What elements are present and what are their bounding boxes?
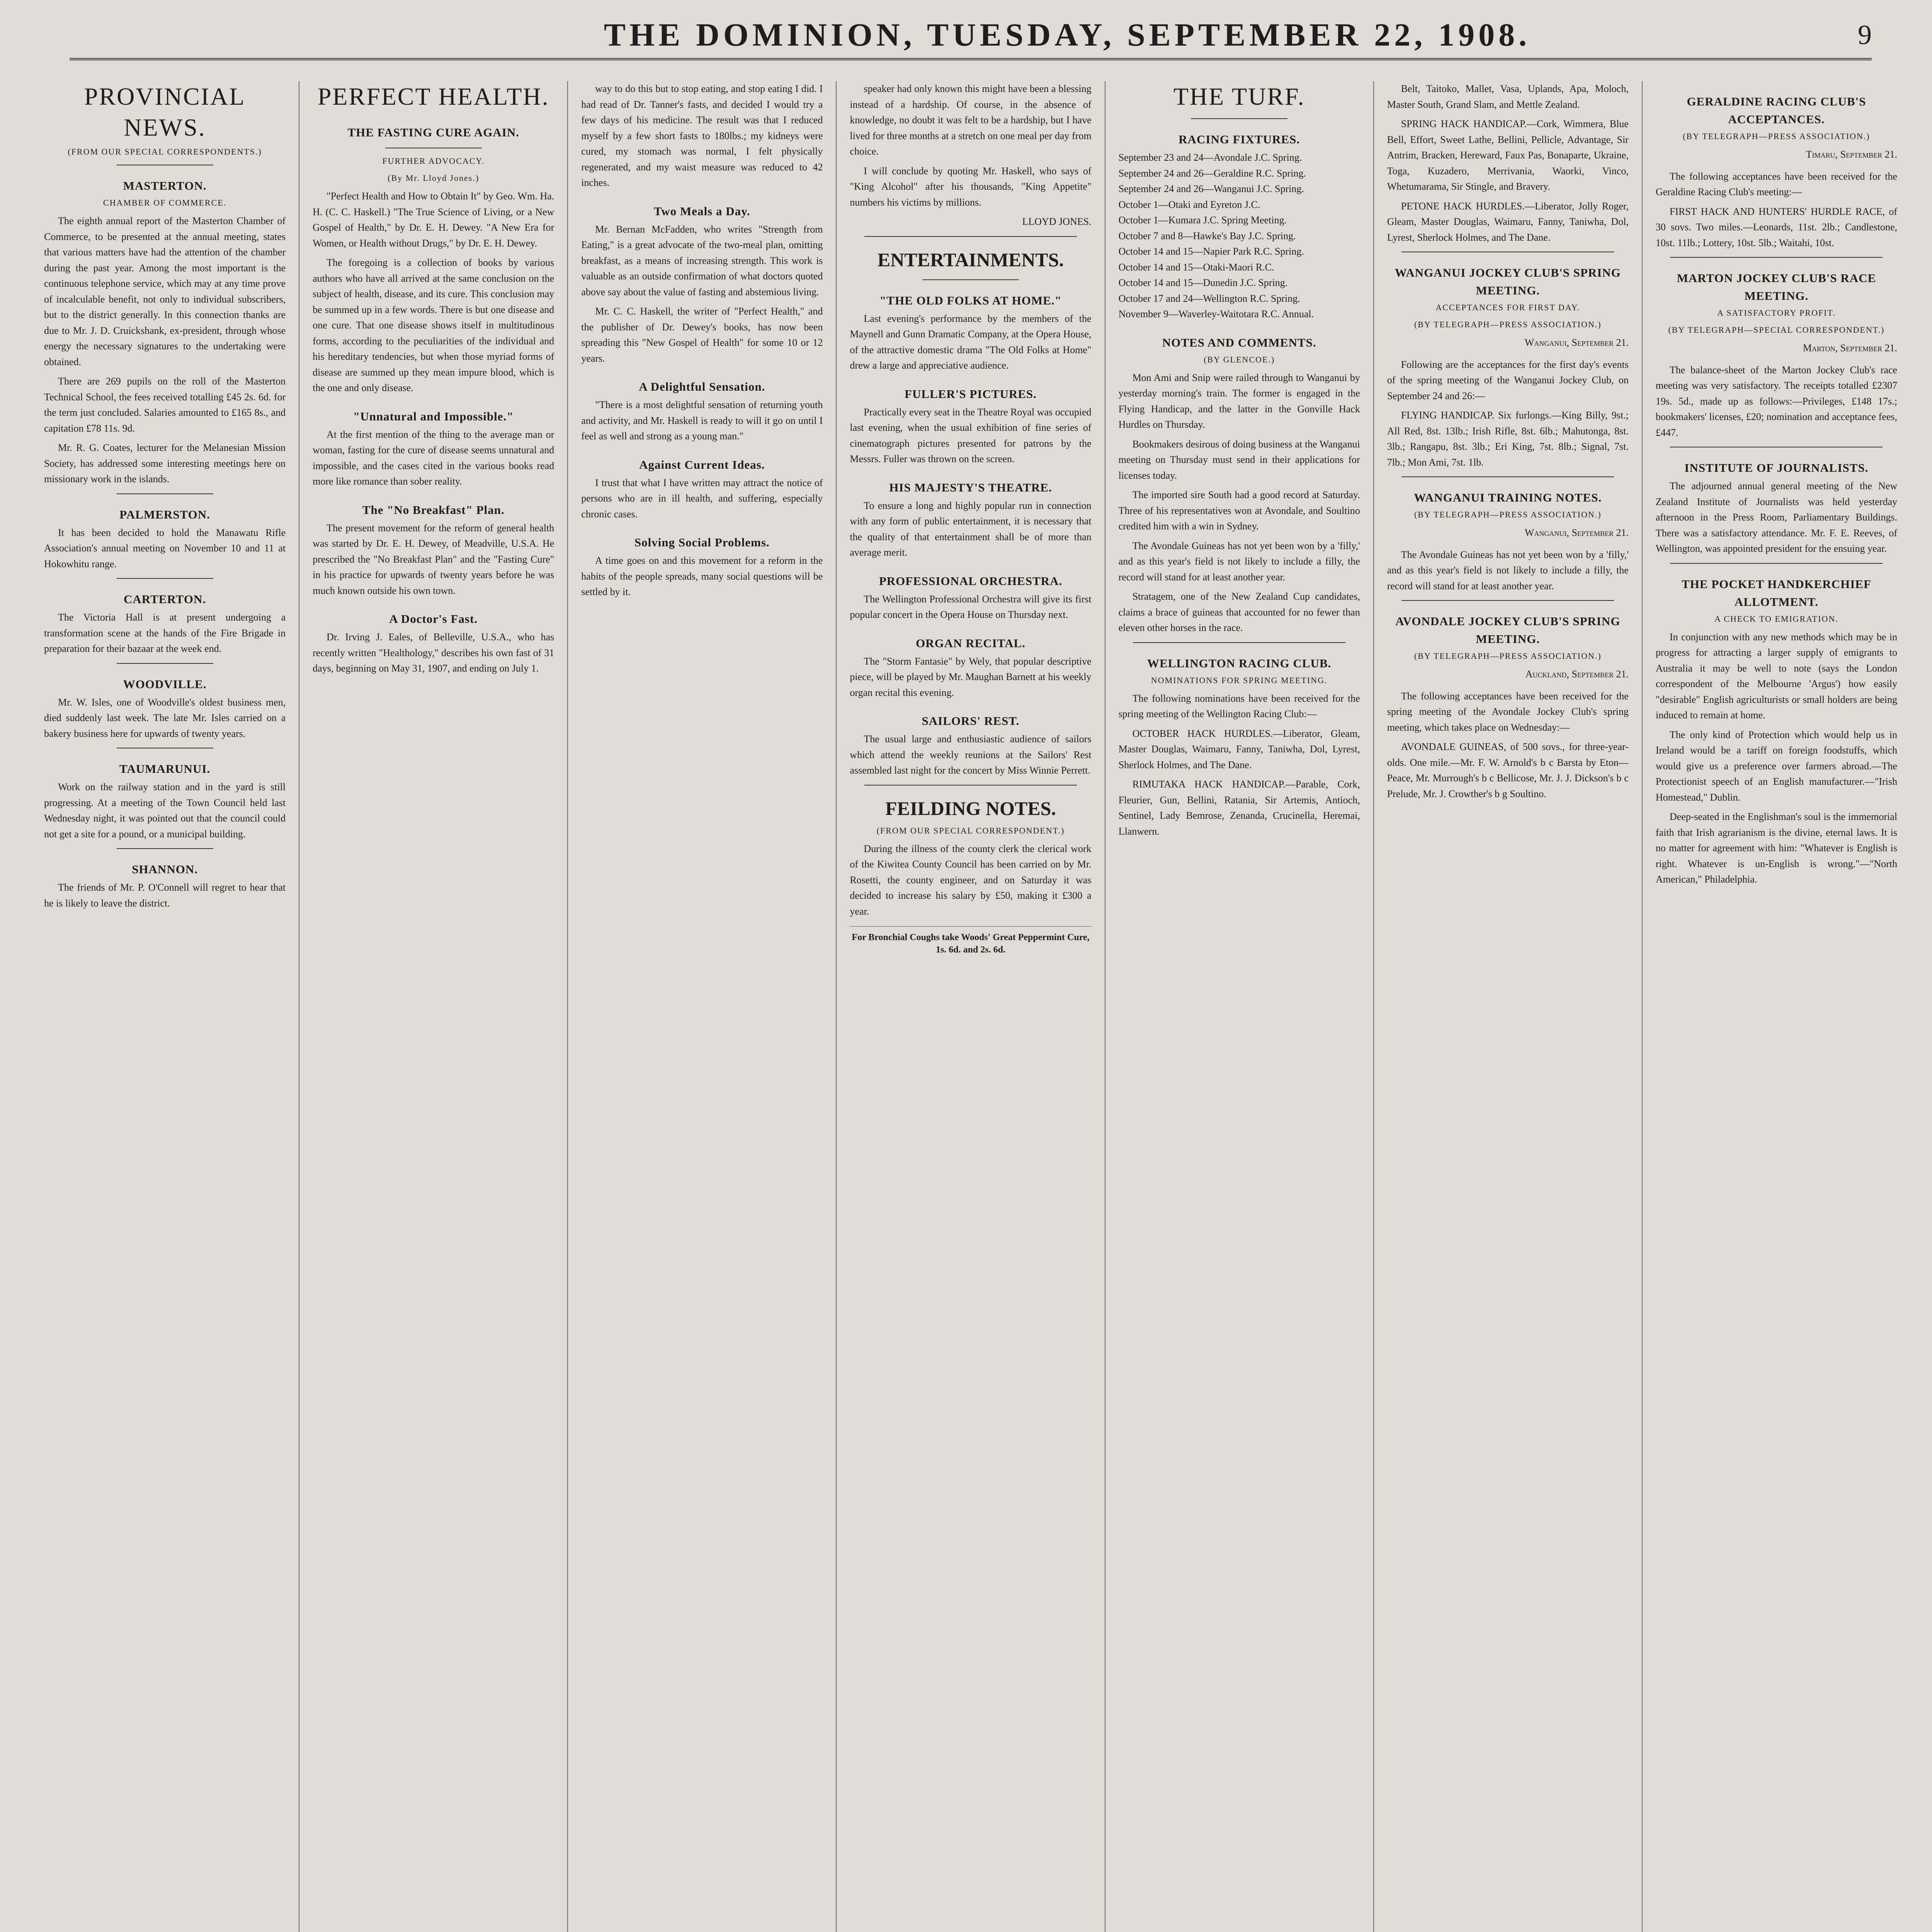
paragraph: During the illness of the county clerk the clerical work of the Kiwitea County Council has been carried on by Mr. Rosetti, the county engineer, and on Saturday it was decided to increase his salary by £50, making it £300 a year.: [850, 843, 1092, 917]
section-heading: THE TURF.: [1173, 83, 1305, 110]
kicker: (BY TELEGRAPH—PRESS ASSOCIATION.): [1414, 320, 1602, 329]
article-subtitle: NOMINATIONS FOR SPRING MEETING.: [1151, 675, 1328, 685]
paragraph: Dr. Irving J. Eales, of Belleville, U.S.A., who has recently written "Healthology," describes his own fast of 31 days, beginning on May 31, 1907, and ending on July 1.: [313, 631, 554, 674]
column-geraldine-marton-journalists: [1643, 81, 1910, 1932]
paragraph: way to do this but to stop eating, and stop eating I did. I had read of Dr. Tanner's fasts, and decided I would try a few days of his medicine. The result was that I reduced myself by a few short fasts to 180lbs.; my kidneys were cured, my stomach was normal, I felt physically regenerated, and my waist measure was reduced to 42 inches.: [581, 83, 823, 188]
paragraph: Mr. R. G. Coates, lecturer for the Melanesian Mission Society, has addressed some interesting meetings here on missionary work in the islands.: [44, 442, 286, 485]
article-title: MARTON JOCKEY CLUB'S RACE MEETING.: [1677, 271, 1876, 303]
article-title: SHANNON.: [132, 862, 198, 876]
fixture-item: September 24 and 26—Wanganui J.C. Spring.: [1118, 183, 1304, 194]
paragraph: The adjourned annual general meeting of the New Zealand Institute of Journalists was held yesterday afternoon in the Press Room, Parliamentary Buildings. There was a satisfactory attendance. Mr. F. E. Reeves, of Wellington, was appointed president for the ensuing year.: [1655, 480, 1897, 554]
subheading: Against Current Ideas.: [639, 457, 765, 471]
paragraph: PETONE HACK HURDLES.—Liberator, Jolly Roger, Gleam, Master Douglas, Waimaru, Fanny, Taniwha, Dol, Lyrest, Sherlock Holmes, and The Dane.: [1387, 200, 1629, 243]
column-the-turf: [1105, 81, 1374, 1932]
divider: [1670, 563, 1883, 564]
paragraph: "There is a most delightful sensation of returning youth and activity, and Mr. Haskell is ready to will it go on until I feel as well and strong as a young man.": [581, 399, 823, 442]
column-entertainments: [837, 81, 1105, 1932]
divider: [1133, 642, 1345, 643]
section-heading: ENTERTAINMENTS.: [877, 248, 1064, 270]
fixture-item: November 9—Waverley-Waitotara R.C. Annual.: [1118, 308, 1314, 320]
byline: (By Mr. Lloyd Jones.): [388, 173, 480, 183]
fixture-item: October 14 and 15—Dunedin J.C. Spring.: [1118, 277, 1288, 288]
article-title: WANGANUI TRAINING NOTES.: [1414, 491, 1602, 504]
article-title: FULLER'S PICTURES.: [905, 387, 1037, 401]
section-heading: FEILDING NOTES.: [885, 797, 1056, 819]
article-title: AVONDALE JOCKEY CLUB'S SPRING MEETING.: [1395, 614, 1621, 646]
article-subtitle: CHAMBER OF COMMERCE.: [103, 198, 227, 207]
kicker: (FROM OUR SPECIAL CORRESPONDENT.): [876, 825, 1065, 835]
article-title: GERALDINE RACING CLUB'S ACCEPTANCES.: [1687, 95, 1866, 126]
kicker: (BY TELEGRAPH—SPECIAL CORRESPONDENT.): [1668, 325, 1885, 335]
article-title: RACING FIXTURES.: [1179, 133, 1300, 146]
column-perfect-health: [299, 81, 568, 1932]
paragraph: Work on the railway station and in the yard is still progressing. At a meeting of the Town Council held last Wednesday night, it was pointed out that the council could not get a site for a pound, or a municipal building.: [44, 781, 286, 840]
divider: [117, 848, 213, 849]
divider: [117, 578, 213, 579]
divider: [117, 663, 213, 664]
paragraph: Mr. W. Isles, one of Woodville's oldest business men, died suddenly last week. The late Mr. Isles carried on a bakery business here for upwards of twenty years.: [44, 696, 286, 739]
subheading: Two Meals a Day.: [654, 204, 750, 218]
dateline: Wanganui, September 21.: [1524, 337, 1629, 348]
fixture-item: October 1—Kumara J.C. Spring Meeting.: [1118, 214, 1287, 226]
column-perfect-health-cont: [568, 81, 837, 1932]
article-title: WANGANUI JOCKEY CLUB'S SPRING MEETING.: [1395, 266, 1621, 297]
paragraph: SPRING HACK HANDICAP.—Cork, Wimmera, Blue Bell, Effort, Sweet Lathe, Bellini, Pellicle, Advantage, Sir Antrim, Bracken, Hereward, Faux Pas, Bonaparte, Ukraine, Toga, Kuzadero, Merrivania, Waorki, Vinco, Whetumarama, Sir Stingle, and Bravery.: [1387, 118, 1629, 192]
columns: [31, 81, 1910, 1932]
paragraph: The present movement for the reform of general health was started by Dr. E. H. Dewey, of Meadville, U.S.A. He prescribed the "No Breakfast Plan" and the "Fasting Cure" in his practice for upwards of twenty years before he was much known outside his own town.: [313, 522, 554, 596]
paragraph: The Wellington Professional Orchestra will give its first popular concert in the Opera House on Thursday next.: [850, 593, 1092, 620]
paragraph: The following acceptances have been received for the Geraldine Racing Club's meeting:—: [1655, 170, 1897, 197]
paragraph: "Perfect Health and How to Obtain It" by Geo. Wm. Ha. H. (C. C. Haskell.) "The True Science of Living, or a New Gospel of Health," by Dr. E. H. Dewey. "A New Era for Women, or Health without Drugs," by Dr. E. H. Dewey.: [313, 190, 554, 249]
paragraph: Deep-seated in the Englishman's soul is the immemorial faith that Irish agrarianism is the divine, eternal laws. It is no matter for agreement with him: "Whatever is English is right. Whatever is un-English is wrong."—"North American," Philadelphia.: [1655, 811, 1897, 885]
paragraph: Mr. Bernan McFadden, who writes "Strength from Eating," is a great advocate of the two-meal plan, omitting breakfast, as a means of increasing strength. This work is valuable as an outside confirmation of what doctors quoted above say about the value of fasting and abstemious living.: [581, 223, 823, 298]
article-subtitle: THE FASTING CURE AGAIN.: [347, 126, 519, 139]
paragraph: A time goes on and this movement for a reform in the habits of the people spreads, many social questions will be settled by it.: [581, 555, 823, 597]
paragraph: Following are the acceptances for the first day's events of the spring meeting of the Wanganui Jockey Club, on September 24 and 26:—: [1387, 359, 1629, 401]
paragraph: The imported sire South had a good record at Saturday. Three of his representatives won at Avondale, and Soultino credited him with a win in Sydney.: [1118, 489, 1360, 532]
page-number: 9: [1858, 19, 1872, 50]
paragraph: It has been decided to hold the Manawatu Rifle Association's annual meeting on November 10 and 11 at Hokowhitu range.: [44, 527, 286, 570]
paragraph: I will conclude by quoting Mr. Haskell, who says of "King Alcohol" after his thousands, "King Appetite" numbers his victims by millions.: [850, 165, 1092, 208]
paragraph: FLYING HANDICAP. Six furlongs.—King Billy, 9st.; All Red, 8st. 13lb.; Irish Rifle, 8st. 6lb.; Mahutonga, 8st. 3lb.; Rangapu, 8st. 3lb.; Eri King, 7st. 8lb.; Signal, 7st. 7lb.; Mon Ami, 7st. 1lb.: [1387, 410, 1629, 468]
article-subtitle: A CHECK TO EMIGRATION.: [1714, 614, 1838, 624]
dateline: Timaru, September 21.: [1806, 149, 1897, 160]
paragraph: The foregoing is a collection of books by various authors who have all arrived at the same conclusion on the subject of health, disease, and its cure. This conclusion may be summed up in a few words. There is but one disease and one cure. That one disease shows itself in multitudinous forms, according to the peculiarities of the individual and his hereditary tendencies, but when those myriad forms of disease are summed up they mean impure blood, which is the one and only disease.: [313, 257, 554, 393]
kicker: (FROM OUR SPECIAL CORRESPONDENTS.): [68, 147, 262, 156]
divider: [1670, 257, 1883, 258]
article-title: TAUMARUNUI.: [119, 762, 211, 776]
subheading: Solving Social Problems.: [634, 536, 770, 549]
paragraph: Bookmakers desirous of doing business at the Wanganui meeting on Thursday must send in their applications for licenses today.: [1118, 438, 1360, 481]
article-title: WOODVILLE.: [123, 677, 207, 691]
paragraph: The usual large and enthusiastic audience of sailors which attend the weekly reunions at the Sailors' Rest assembled last night for the concert by Miss Winnie Perrett.: [850, 733, 1092, 776]
masthead: [70, 12, 1872, 60]
article-subtitle: FURTHER ADVOCACY.: [382, 156, 485, 166]
newspaper-title: THE DOMINION, TUESDAY, SEPTEMBER 22, 1908.: [604, 17, 1531, 53]
kicker: (BY TELEGRAPH—PRESS ASSOCIATION.): [1414, 510, 1602, 519]
divider: [1191, 118, 1287, 119]
paragraph: The only kind of Protection which would help us in Ireland would be a tariff on foreign foodstuffs, which would give us a preference over farmers abroad.—The Protectionist speech of an English manufacturer.—"Irish Homestead," Dublin.: [1655, 729, 1897, 803]
subheading: "Unnatural and Impossible.": [353, 409, 514, 423]
paragraph: To ensure a long and highly popular run in connection with any form of public entertainment, it is necessary that the quality of that entertainment shall be of more than average merit.: [850, 500, 1092, 558]
fixture-item: October 17 and 24—Wellington R.C. Spring.: [1118, 293, 1300, 304]
divider: [117, 493, 213, 494]
article-subtitle: A SATISFACTORY PROFIT.: [1717, 308, 1836, 318]
paragraph: Last evening's performance by the members of the Maynell and Gunn Dramatic Company, at the Opera House, of the attractive domestic drama "The Old Folks at Home" drew a large and appreciative audience.: [850, 313, 1092, 371]
divider: [922, 279, 1019, 280]
paragraph: At the first mention of the thing to the average man or woman, fasting for the cure of disease seems unnatural and impossible, and the cases cited in the various books read more like romance than sober reality.: [313, 429, 554, 487]
paragraph: The balance-sheet of the Marton Jockey Club's race meeting was very satisfactory. The receipts totalled £2307 19s. 5d., made up as follows:—Privileges, £148 17s.; bookmakers' licenses, £20; nomination and acceptance fees, £447.: [1655, 364, 1897, 438]
divider: [864, 236, 1077, 237]
fixture-item: September 24 and 26—Geraldine R.C. Spring.: [1118, 167, 1306, 179]
paragraph: There are 269 pupils on the roll of the Masterton Technical School, the fees received totalling £45 2s. 6d. for the term just concluded. Salaries amounted to £165 8s., and capitation £78 11s. 9d.: [44, 376, 286, 434]
fixtures-list: [1119, 150, 1360, 322]
kicker: (BY TELEGRAPH—PRESS ASSOCIATION.): [1683, 131, 1870, 141]
dateline: Auckland, September 21.: [1525, 668, 1629, 680]
section-heading: PERFECT HEALTH.: [317, 83, 549, 110]
paragraph: OCTOBER HACK HURDLES.—Liberator, Gleam, Master Douglas, Waimaru, Fanny, Taniwha, Dol, Lyrest, Sherlock Holmes, and The Dane.: [1118, 728, 1360, 770]
paragraph: The Avondale Guineas has not yet been won by a 'filly,' and as this year's field is not likely to include a filly, the record will stand for at least another year.: [1387, 549, 1629, 592]
article-subtitle: ACCEPTANCES FOR FIRST DAY.: [1435, 303, 1580, 312]
paragraph: The eighth annual report of the Masterton Chamber of Commerce, to be presented at the annual meeting, states that various matters have had the attention of the chamber during the past year. Among the most important is the continuous telephone service, which may at any time prove of incalculable benefit, not only to individual subscribers, but to the district generally. In this connection thanks are due to Mr. J. D. Cruickshank, ex-president, through whose energy the necessary signatures to the undertaking were obtained.: [44, 215, 286, 367]
column-racing-acceptances: [1374, 81, 1643, 1932]
fixture-item: September 23 and 24—Avondale J.C. Spring.: [1118, 152, 1302, 163]
subheading: A Doctor's Fast.: [389, 612, 478, 626]
paragraph: The following acceptances have been received for the spring meeting of the Avondale Jockey Club's spring meeting, which takes place on Wednesday:—: [1387, 690, 1629, 733]
kicker: (BY TELEGRAPH—PRESS ASSOCIATION.): [1414, 651, 1602, 661]
paragraph: The Victoria Hall is at present undergoing a transformation scene at the hands of the Fire Brigade in preparation for their bazaar at the week end.: [44, 612, 286, 654]
article-title: MASTERTON.: [123, 179, 207, 192]
article-title: INSTITUTE OF JOURNALISTS.: [1684, 461, 1869, 474]
paragraph: speaker had only known this might have been a blessing instead of a hardship. Of course, in the absence of knowledge, no doubt it was felt to be a hardship, but I have lived for three months at a stretch on one meal per day from choice.: [850, 83, 1092, 157]
advertisement: For Bronchial Coughs take Woods' Great Peppermint Cure, 1s. 6d. and 2s. 6d.: [850, 926, 1091, 956]
dateline: Marton, September 21.: [1803, 342, 1897, 354]
subheading: A Delightful Sensation.: [639, 380, 765, 393]
paragraph: I trust that what I have written may attract the notice of persons who are in ill health, and suffering, especially chronic cases.: [581, 477, 823, 520]
article-title: CARTERTON.: [124, 592, 206, 606]
dateline: Wanganui, September 21.: [1524, 527, 1629, 538]
article-title: PALMERSTON.: [119, 507, 210, 521]
article-title: WELLINGTON RACING CLUB.: [1147, 656, 1332, 670]
article-title: ORGAN RECITAL.: [916, 636, 1026, 650]
paragraph: Practically every seat in the Theatre Royal was occupied last evening, when the usual exhibition of fine series of cinematograph pictures presented for patrons by the Messrs. Fuller was thrown on the screen.: [850, 406, 1092, 464]
section-heading: PROVINCIAL NEWS.: [84, 83, 246, 141]
article-title: THE POCKET HANDKERCHIEF ALLOTMENT.: [1681, 577, 1871, 609]
paragraph: AVONDALE GUINEAS, of 500 sovs., for three-year-olds. One mile.—Mr. F. W. Arnold's b c Barsta by Eton—Peace, Mr. Murrough's b c Bellicose, Mr. J. J. Dickson's b c Prelude, Mr. J. Crowther's b g Soultino.: [1387, 741, 1629, 799]
article-title: HIS MAJESTY'S THEATRE.: [889, 480, 1052, 494]
signature: LLOYD JONES.: [1022, 216, 1092, 227]
paragraph: In conjunction with any new methods which may be in progress for attracting a larger supply of emigrants to Australia it may be well to note (says the London correspondent of the Melbourne 'Argus') how easily "desirable" English agriculturists or small holders are being induced to remain at home.: [1655, 631, 1897, 721]
fixture-item: October 1—Otaki and Eyreton J.C.: [1118, 199, 1260, 210]
paragraph: The friends of Mr. P. O'Connell will regret to hear that he is likely to leave the district.: [44, 882, 286, 909]
byline: (BY GLENCOE.): [1204, 354, 1275, 364]
paragraph: Mon Ami and Snip were railed through to Wanganui by yesterday morning's train. The former is engaged in the Flying Handicap, and the latter in the Gonville Hack Hurdles on Thursday.: [1118, 372, 1360, 430]
column-provincial-news: [31, 81, 299, 1932]
fixture-item: October 14 and 15—Otaki-Maori R.C.: [1118, 261, 1274, 273]
fixture-item: October 7 and 8—Hawke's Bay J.C. Spring.: [1118, 230, 1296, 242]
paragraph: The Avondale Guineas has not yet been won by a 'filly,' and as this year's field is not likely to include a filly, the record will stand for at least another year.: [1118, 540, 1360, 583]
subheading: The "No Breakfast" Plan.: [362, 503, 505, 517]
paragraph: The following nominations have been received for the spring meeting of the Wellington Racing Club:—: [1118, 692, 1360, 719]
article-title: PROFESSIONAL ORCHESTRA.: [879, 574, 1063, 588]
paragraph: Belt, Taitoko, Mallet, Vasa, Uplands, Apa, Moloch, Master South, Grand Slam, and Mettle Zealand.: [1387, 83, 1629, 110]
paragraph: Stratagem, one of the New Zealand Cup candidates, claims a brace of guineas that accounted for no fewer than eleven other horses in the race.: [1118, 591, 1360, 633]
divider: [1401, 600, 1614, 601]
divider: [864, 785, 1077, 786]
paragraph: RIMUTAKA HACK HANDICAP.—Parable, Cork, Fleurier, Gun, Bellini, Ratania, Sir Artemis, Antioch, Sentinel, Lady Bemrose, Zenanda, Crucinella, Heremai, Llanwern.: [1118, 779, 1360, 837]
article-title: SAILORS' REST.: [922, 714, 1020, 728]
paragraph: FIRST HACK AND HUNTERS' HURDLE RACE, of 30 sovs. Two miles.—Leonards, 11st. 2lb.; Candlestone, 10st. 11lb.; Lottery, 10st. 5lb.; Waitahi, 10st.: [1655, 206, 1897, 248]
divider: [1401, 476, 1614, 477]
paragraph: The "Storm Fantasie" by Wely, that popular descriptive piece, will be played by Mr. Maughan Barnett at his weekly organ recital this evening.: [850, 655, 1092, 698]
fixture-item: October 14 and 15—Napier Park R.C. Spring.: [1118, 246, 1304, 257]
article-title: NOTES AND COMMENTS.: [1162, 335, 1316, 349]
paragraph: Mr. C. C. Haskell, the writer of "Perfect Health," and the publisher of Dr. Dewey's books, has now been spreading this "New Gospel of Health" for some 10 or 12 years.: [581, 306, 823, 364]
article-title: "THE OLD FOLKS AT HOME.": [879, 293, 1062, 307]
